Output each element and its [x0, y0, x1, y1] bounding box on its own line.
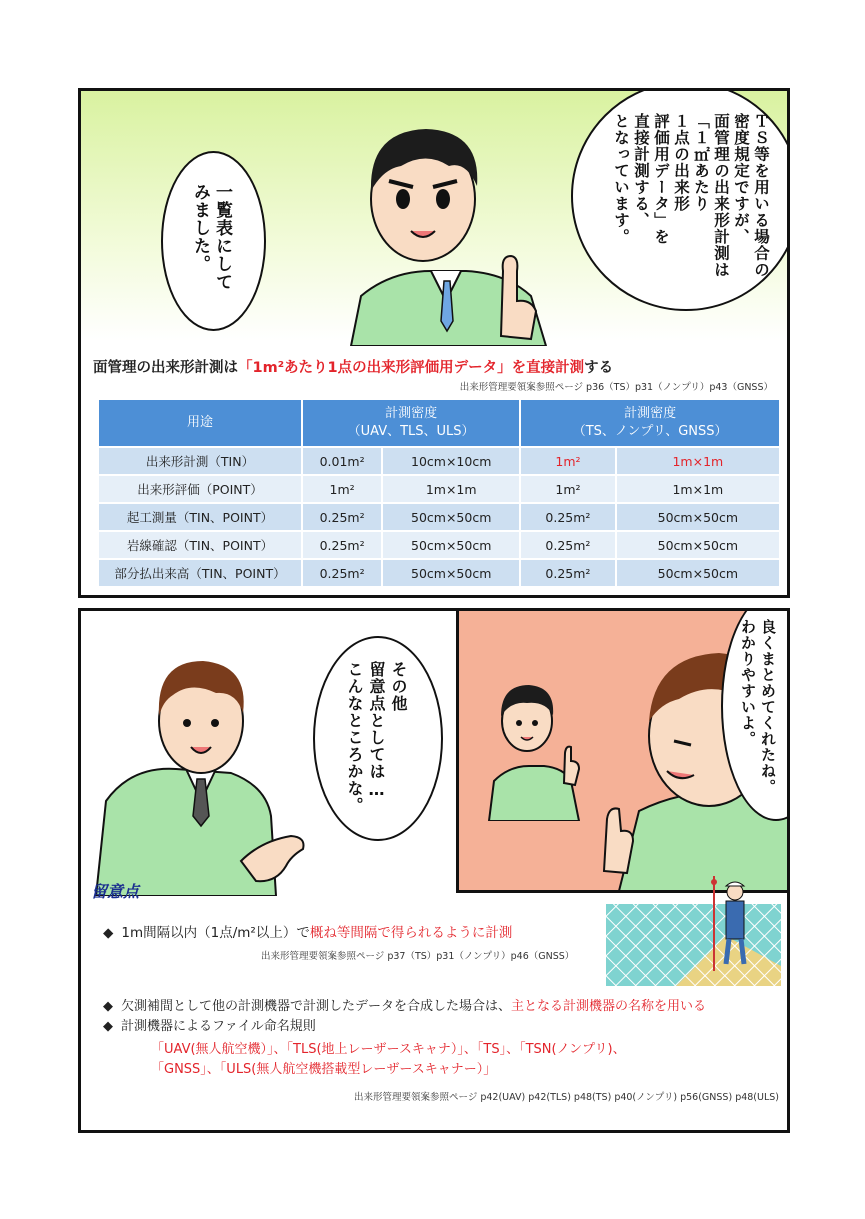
table-row — [98, 559, 780, 587]
header-group1: 計測密度 （UAV、TLS、ULS） — [302, 399, 520, 447]
cell-use: 起工測量（TIN、POINT） — [98, 503, 302, 531]
cell-grid1: 50cm×50cm — [382, 559, 520, 587]
cell-density2: 1m² — [520, 475, 615, 503]
cell-density1: 0.01m² — [302, 447, 382, 475]
cell-density1: 0.25m² — [302, 531, 382, 559]
cell-use: 出来形評価（POINT） — [98, 475, 302, 503]
cell-density1: 0.25m² — [302, 503, 382, 531]
bullet-icon: ◆ — [103, 999, 113, 1014]
speech-text-inset: 良くまとめてくれたね。 わかりやすいよ。 — [739, 619, 777, 795]
speech-text-left: 一覧表にして みました。 — [190, 183, 232, 291]
table-heading — [93, 356, 613, 377]
note-2-text: 欠測補間として他の計測機器で計測したデータを合成した場合は、 — [121, 999, 512, 1014]
cell-density2: 1m² — [520, 447, 615, 475]
cell-grid1: 1m×1m — [382, 475, 520, 503]
cell-grid2: 1m×1m — [616, 475, 780, 503]
character-boss-small — [479, 671, 589, 821]
note-1 — [103, 921, 512, 941]
cell-grid1: 10cm×10cm — [382, 447, 520, 475]
character-junior — [91, 651, 316, 896]
heading-suffix: する — [584, 360, 614, 376]
note-3 — [103, 1015, 316, 1034]
cell-density2: 0.25m² — [520, 531, 615, 559]
note-3-text: 計測機器によるファイル命名規則 — [121, 1019, 316, 1034]
character-boss — [331, 121, 561, 346]
cell-use: 出来形計測（TIN） — [98, 447, 302, 475]
table-reference: 出来形管理要領案参照ページ p36（TS）p31（ノンプリ）p43（GNSS） — [459, 382, 773, 393]
cell-grid2: 50cm×50cm — [616, 559, 780, 587]
cell-use: 岩線確認（TIN、POINT） — [98, 531, 302, 559]
note-1-text: 1m間隔以内（1点/m²以上）で — [121, 925, 310, 941]
heading-text: 面管理の出来形計測は — [93, 360, 238, 376]
note-2 — [103, 995, 706, 1014]
cell-density1: 1m² — [302, 475, 382, 503]
heading-highlight: 「1m²あたり1点の出来形評価用データ」を直接計測 — [238, 360, 585, 376]
note-2-highlight: 主となる計測機器の名称を用いる — [511, 999, 707, 1014]
cell-density2: 0.25m² — [520, 503, 615, 531]
survey-grid-illustration — [606, 876, 781, 986]
bullet-icon: ◆ — [103, 1019, 113, 1034]
notes-title: 留意点 — [91, 882, 140, 901]
cell-density1: 0.25m² — [302, 559, 382, 587]
table-row — [98, 447, 780, 475]
naming-reference: 出来形管理要領案参照ページ p42(UAV) p42(TLS) p48(TS) p40(ノンプリ) p56(GNSS) p48(ULS) — [354, 1092, 779, 1103]
cell-grid1: 50cm×50cm — [382, 503, 520, 531]
header-use: 用途 — [98, 399, 302, 447]
naming-rule-line-2: 「GNSS」、「ULS(無人航空機搭載型レーザースキャナー）」 — [151, 1062, 497, 1077]
cell-grid2: 50cm×50cm — [616, 531, 780, 559]
note-1-reference: 出来形管理要領案参照ページ p37（TS）p31（ノンプリ）p46（GNSS） — [261, 951, 575, 962]
cell-use: 部分払出来高（TIN、POINT） — [98, 559, 302, 587]
note-1-highlight: 概ね等間隔で得られるように計測 — [309, 925, 513, 941]
header-group2: 計測密度 （TS、ノンプリ、GNSS） — [520, 399, 780, 447]
cell-density2: 0.25m² — [520, 559, 615, 587]
panel-top — [78, 88, 790, 598]
table-row — [98, 475, 780, 503]
speech-text-center: その他 留意点としては… こんなところかな。 — [345, 661, 408, 814]
naming-rule-line-1: 「UAV(無人航空機）」、「TLS(地上レーザースキャナ）」、「TS」、「TSN(ノンプリ)、 — [151, 1042, 626, 1057]
cell-grid2: 50cm×50cm — [616, 503, 780, 531]
speech-text-right: ＴＳ等を用いる場合の 密度規定ですが、 面管理の出来形計測は 「１㎡あたり １点の出来形 評価用データ」を 直接計測する、 となっています。 — [612, 113, 770, 278]
table-row — [98, 503, 780, 531]
bullet-icon: ◆ — [103, 925, 114, 941]
density-table — [97, 398, 781, 588]
cell-grid1: 50cm×50cm — [382, 531, 520, 559]
table-row — [98, 531, 780, 559]
panel-bottom — [78, 608, 790, 1133]
cell-grid2: 1m×1m — [616, 447, 780, 475]
